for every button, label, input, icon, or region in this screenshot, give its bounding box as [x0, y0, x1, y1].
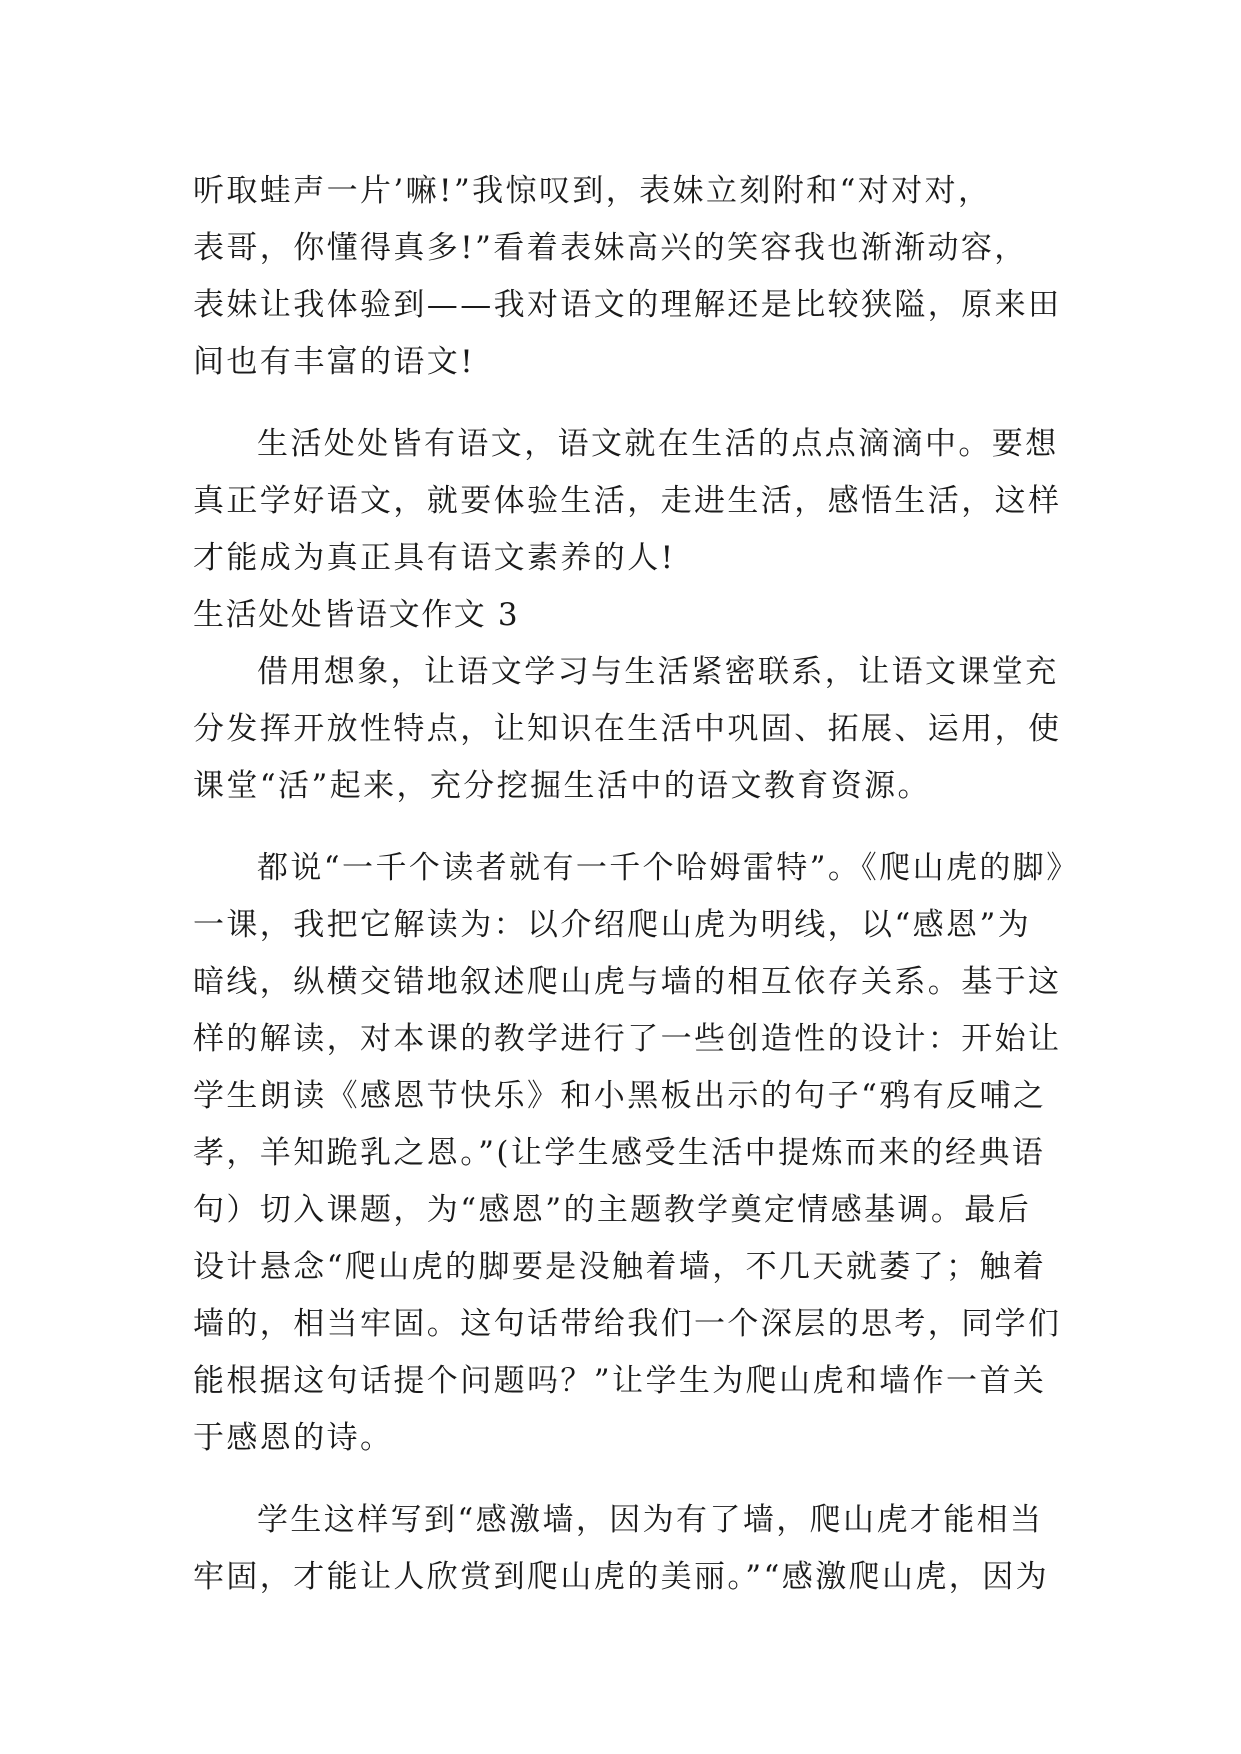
text-line: 设计悬念“爬山虎的脚要是没触着墙，不几天就萎了；触着 — [193, 1249, 1047, 1285]
text-line: 句）切入课题，为“感恩”的主题教学奠定情感基调。最后 — [193, 1192, 1032, 1228]
heading-text: 生活处处皆语文作文 3 — [193, 597, 520, 633]
paragraph — [193, 840, 1080, 1467]
text-line: 牢固，才能让人欣赏到爬山虎的美丽。”“感激爬山虎，因为 — [193, 1559, 1049, 1595]
text-line: 学生这样写到“感激墙，因为有了墙，爬山虎才能相当 — [257, 1502, 1044, 1538]
text-line: 于感恩的诗。 — [193, 1420, 394, 1456]
text-line: 听取蛙声一片’嘛!”我惊叹到，表妹立刻附和“对对对， — [193, 173, 992, 209]
paragraph-spacer — [193, 815, 1055, 840]
paragraph — [193, 1492, 1055, 1606]
text-line: 借用想象，让语文学习与生活紧密联系，让语文课堂充 — [257, 654, 1059, 690]
text-line: 暗线，纵横交错地叙述爬山虎与墙的相互依存关系。基于这 — [193, 964, 1062, 1000]
text-line: 一课，我把它解读为：以介绍爬山虎为明线，以“感恩”为 — [193, 907, 1032, 943]
paragraph-spacer — [193, 1467, 1055, 1492]
text-line: 才能成为真正具有语文素养的人! — [193, 540, 676, 576]
text-line: 分发挥开放性特点，让知识在生活中巩固、拓展、运用，使 — [193, 711, 1062, 747]
paragraph — [193, 163, 1062, 391]
paragraph — [193, 644, 1062, 815]
text-line: 学生朗读《感恩节快乐》和小黑板出示的句子“鸦有反哺之 — [193, 1078, 1047, 1114]
paragraph — [193, 416, 1062, 587]
document-body — [193, 163, 1080, 1606]
section-heading — [193, 587, 1055, 644]
text-line: 表妹让我体验到——我对语文的理解还是比较狭隘，原来田 — [193, 287, 1062, 323]
text-line: 课堂“活”起来，充分挖掘生活中的语文教育资源。 — [193, 768, 931, 804]
text-line: 真正学好语文，就要体验生活，走进生活，感悟生活，这样 — [193, 483, 1062, 519]
text-line: 间也有丰富的语文! — [193, 344, 476, 380]
text-line: 生活处处皆有语文，语文就在生活的点点滴滴中。要想 — [257, 426, 1059, 462]
text-line: 孝，羊知跪乳之恩。”(让学生感受生活中提炼而来的经典语 — [193, 1135, 1046, 1171]
paragraph-spacer — [193, 391, 1055, 416]
text-line: 表哥，你懂得真多!”看着表妹高兴的笑容我也渐渐动容， — [193, 230, 1028, 266]
text-line: 能根据这句话提个问题吗？”让学生为爬山虎和墙作一首关 — [193, 1363, 1047, 1399]
text-line: 样的解读，对本课的教学进行了一些创造性的设计：开始让 — [193, 1021, 1062, 1057]
text-line: 都说“一千个读者就有一千个哈姆雷特”。《爬山虎的脚》 — [257, 850, 1080, 886]
text-line: 墙的，相当牢固。这句话带给我们一个深层的思考，同学们 — [193, 1306, 1062, 1342]
